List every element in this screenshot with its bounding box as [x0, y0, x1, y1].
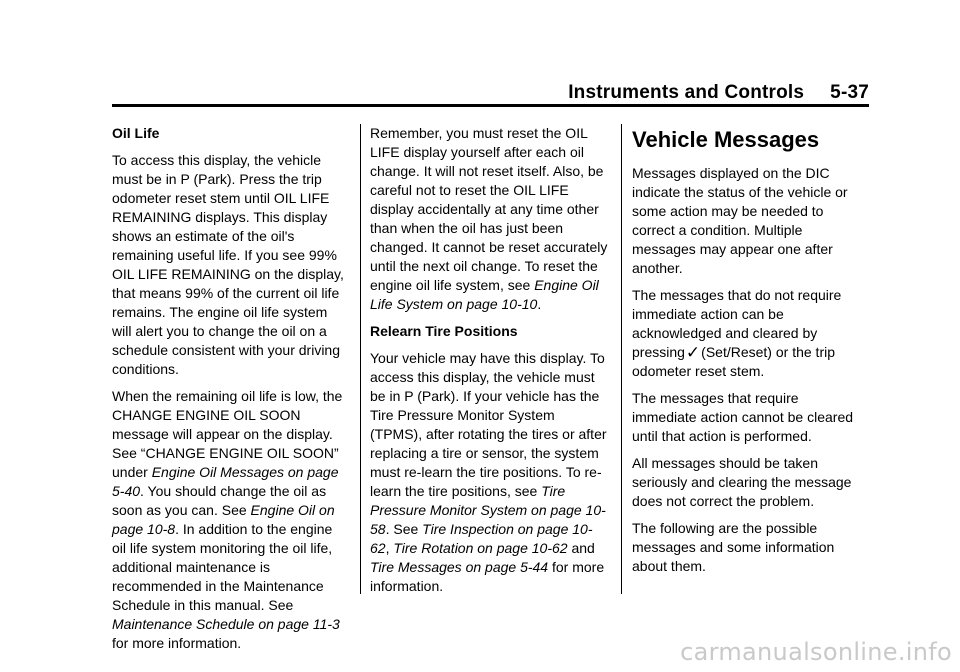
messages-paragraph-3: The messages that require immediate action cannot be cleared until that action is performed.	[632, 390, 854, 444]
column-2	[370, 124, 610, 604]
xref-engine-oil[interactable]: Engine Oil on page 10-8	[112, 502, 335, 537]
oil-life-paragraph-1: To access this display, the vehicle must be in P (Park). Press the trip odometer reset stem until OIL LIFE REMAINING displays. This display shows an estimate of the oil's remaining useful life. If you see 99% OIL LIFE REMAINING on the display, that means 99% of the current oil life remains. The engine oil life system will alert you to change the oil on a schedule consistent with your driving conditions.	[112, 152, 344, 377]
xref-tire-inspection[interactable]: Tire Inspection on page 10-62	[370, 521, 593, 556]
page-header	[568, 82, 869, 104]
header-rule	[112, 104, 869, 107]
messages-paragraph-2: The messages that do not require immediate action can be acknowledged and cleared by pressing✓(Set/Reset) or the trip odometer reset stem.	[632, 287, 842, 379]
xref-maintenance-schedule[interactable]: Maintenance Schedule on page 11-3	[112, 616, 340, 632]
messages-paragraph-4: All messages should be taken seriously and clearing the message does not correct the problem.	[632, 455, 852, 509]
column-3	[632, 124, 864, 584]
xref-tpms[interactable]: Tire Pressure Monitor System on page 10-58	[370, 483, 606, 537]
oil-life-paragraph-2: When the remaining oil life is low, the CHANGE ENGINE OIL SOON message will appear on the display. See “CHANGE ENGINE OIL SOON” under Engine Oil Messages on page 5-40. You should change the oil as soon as you can. See Engine Oil on page 10-8. In addition to the engine oil life system monitoring the oil life, additional maintenance is recommended in the Maintenance Schedule in this manual. See Maintenance Schedule on page 11-3 for more information.	[112, 388, 343, 651]
column-1	[112, 124, 350, 661]
checkmark-icon: ✓	[685, 343, 701, 362]
section-title: Instruments and Controls	[568, 82, 805, 103]
column-divider-2	[621, 124, 622, 594]
oil-life-heading: Oil Life	[112, 125, 160, 141]
xref-engine-oil-life-system[interactable]: Engine Oil Life System on page 10-10	[370, 277, 599, 312]
messages-paragraph-5: The following are the possible messages and some information about them.	[632, 520, 835, 574]
vehicle-messages-title: Vehicle Messages	[632, 127, 820, 152]
messages-paragraph-1: Messages displayed on the DIC indicate the status of the vehicle or some action may be needed to correct a condition. Multiple messages may appear one after another.	[632, 165, 848, 276]
xref-engine-oil-messages[interactable]: Engine Oil Messages on page 5-40	[112, 464, 339, 499]
page-number: 5-37	[830, 82, 869, 103]
reset-oil-life-paragraph: Remember, you must reset the OIL LIFE display yourself after each oil change. It will not reset itself. Also, be careful not to reset the OIL LIFE display accidentally at any time other than when the oil has just been changed. It cannot be reset accurately until the next oil change. To reset the engine oil life system, see Engine Oil Life System on page 10-10.	[370, 125, 608, 312]
relearn-tire-paragraph: Your vehicle may have this display. To access this display, the vehicle must be in P (Park). If your vehicle has the Tire Pressure Monitor System (TPMS), after rotating the tires or after replacing a tire or sensor, the system must re-learn the tire positions. To re-learn the tire positions, see Tire Pressure Monitor System on page 10-58. See Tire Inspection on page 10-62, Tire Rotation on page 10-62 and Tire Messages on page 5-44 for more information.	[370, 350, 607, 594]
relearn-tire-heading: Relearn Tire Positions	[370, 323, 518, 339]
watermark: carmanualsonline.info	[680, 638, 952, 666]
column-divider-1	[360, 124, 361, 594]
xref-tire-messages[interactable]: Tire Messages on page 5-44	[370, 559, 549, 575]
xref-tire-rotation[interactable]: Tire Rotation on page 10-62	[393, 540, 568, 556]
